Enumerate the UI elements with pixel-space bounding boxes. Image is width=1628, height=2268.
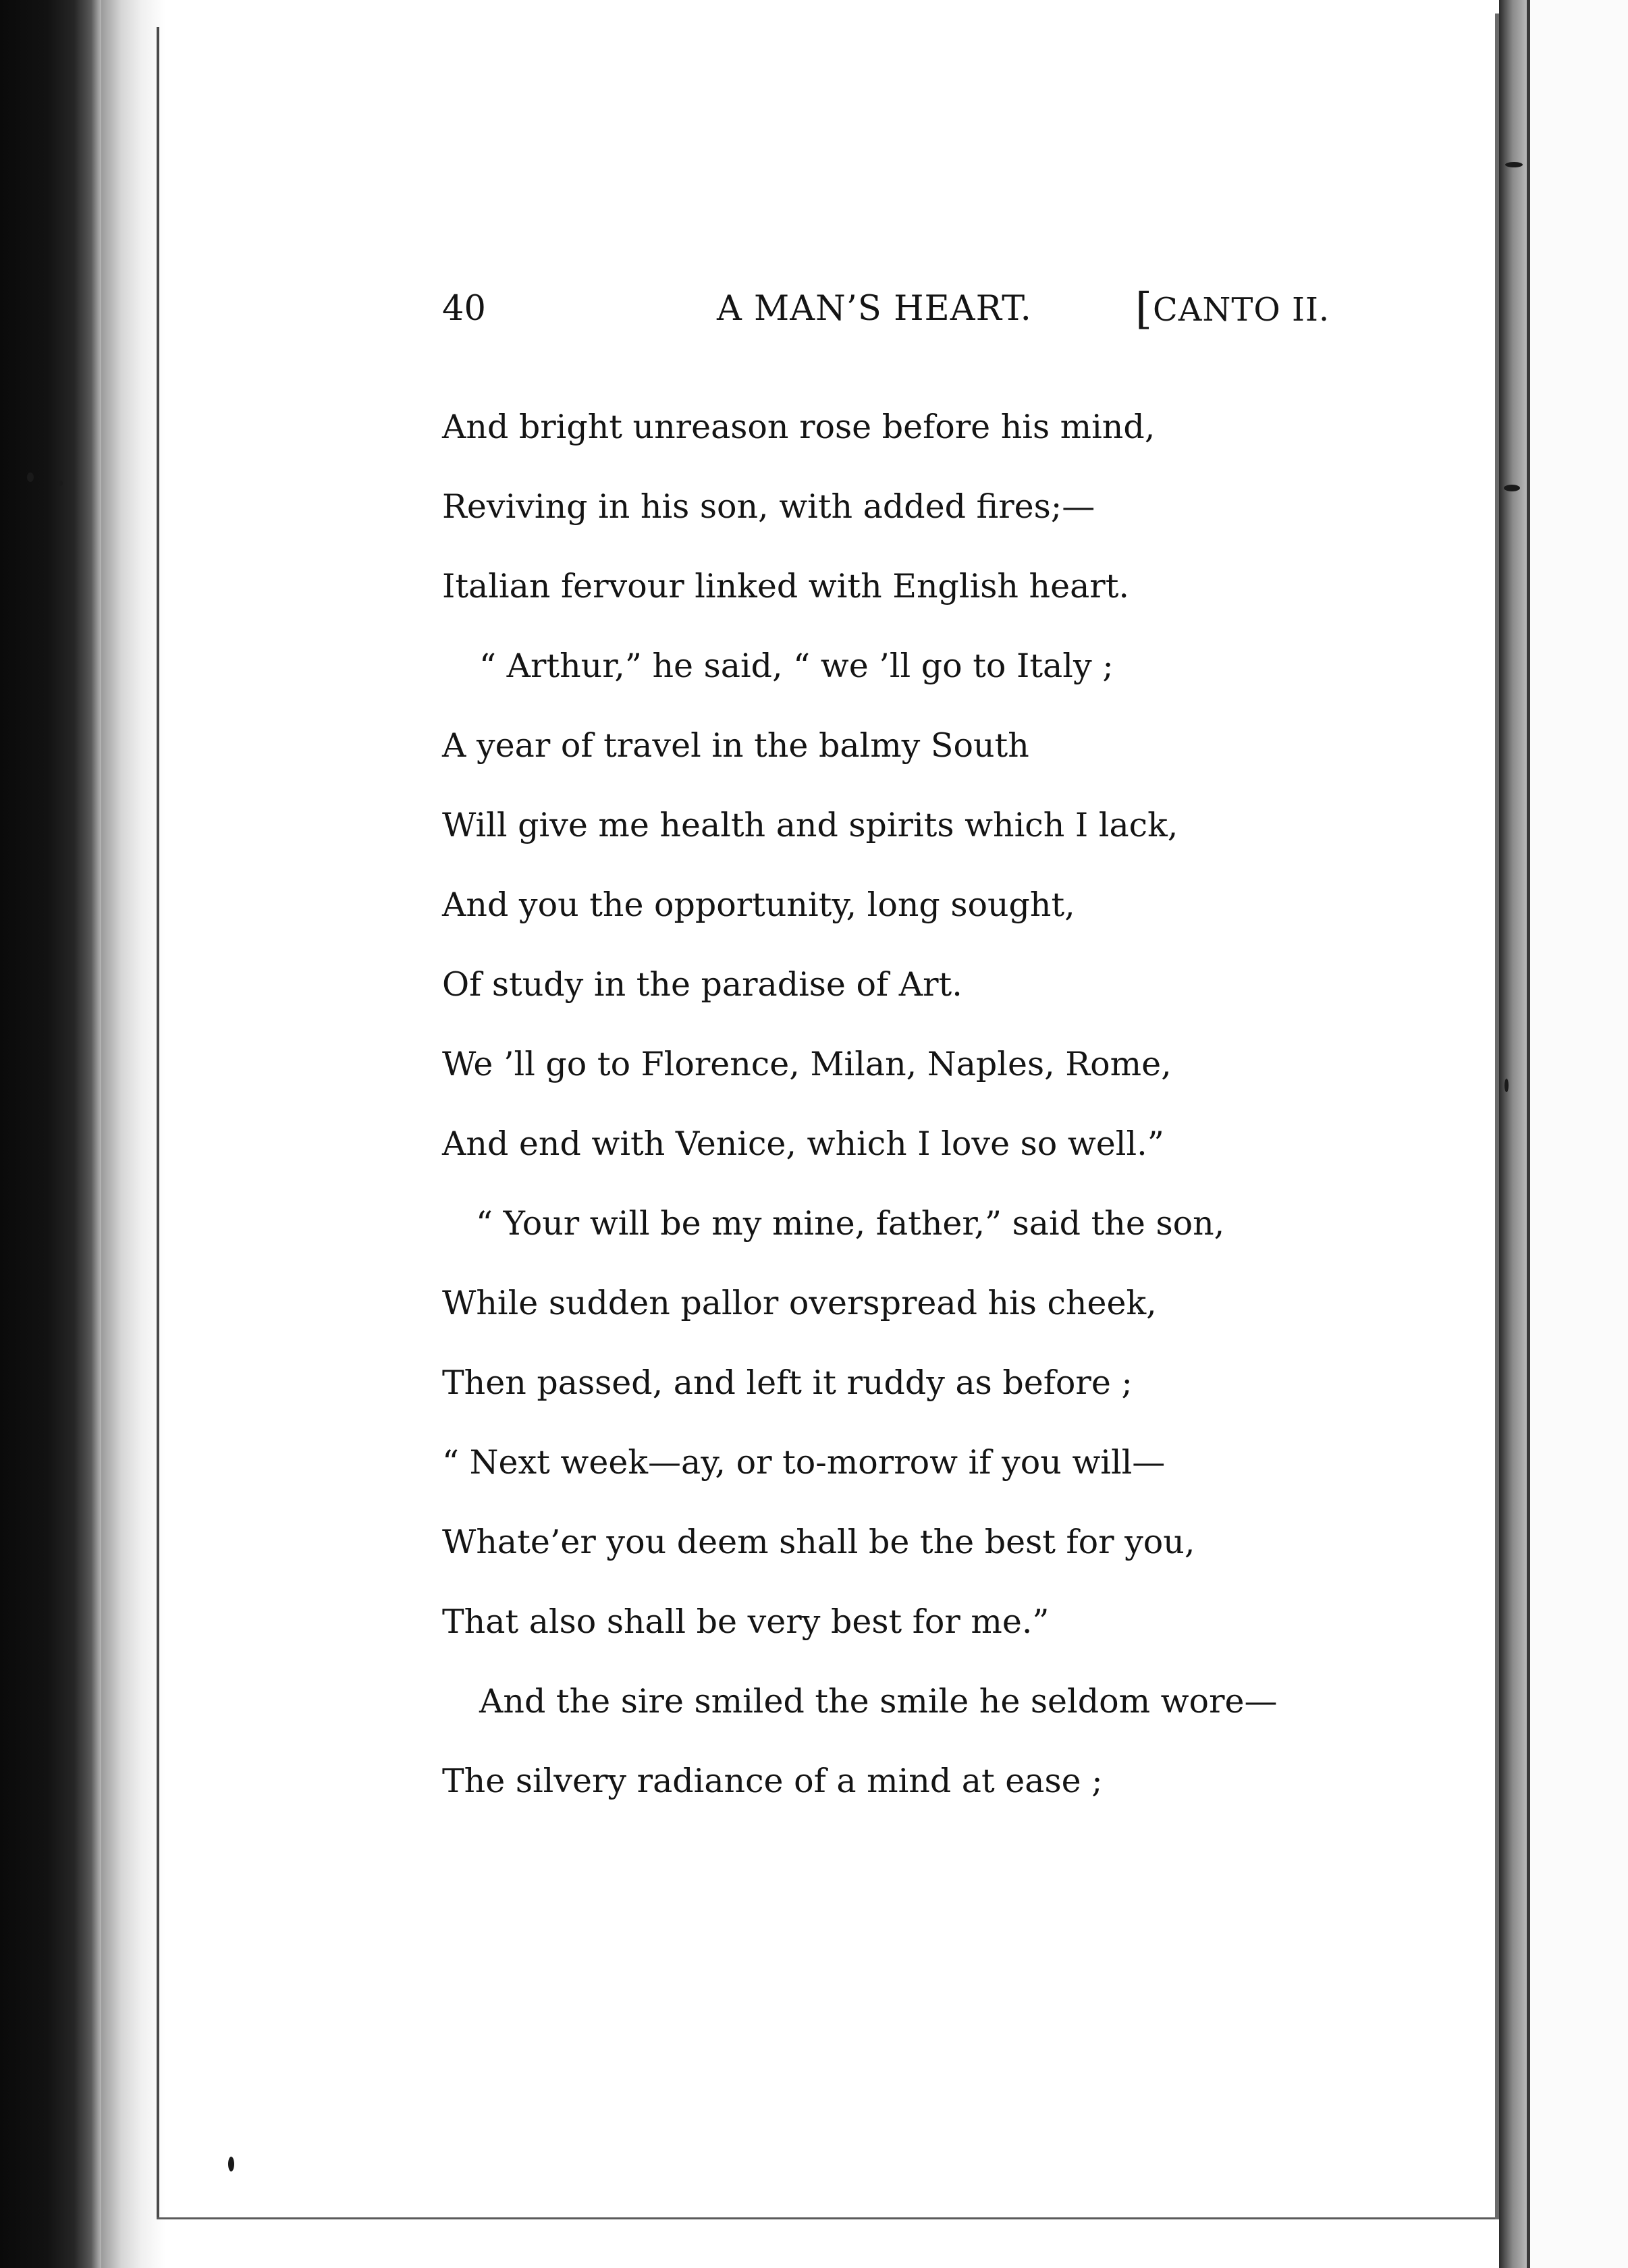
verse-line: We ’ll go to Florence, Milan, Naples, Rome, [442,1045,1172,1083]
verse-line: “ Next week—ay, or to-morrow if you will— [442,1443,1166,1482]
verse-line: Then passed, and left it ruddy as before ; [442,1364,1133,1402]
verse-line: Whate’er you deem shall be the best for you, [442,1523,1195,1561]
verse-line: The silvery radiance of a mind at ease ; [442,1762,1103,1800]
ink-speck [27,473,34,482]
verse-line: While sudden pallor overspread his cheek, [442,1284,1157,1322]
page-edge-bottom [157,2217,1527,2219]
verse-line: Will give me health and spirits which I lack, [442,806,1178,844]
ink-speck [57,481,63,486]
verse-line: And you the opportunity, long sought, [442,886,1075,924]
verse-line: “ Your will be my mine, father,” said the son, [476,1204,1225,1243]
verse-line: That also shall be very best for me.” [442,1602,1050,1641]
verse-line: And end with Venice, which I love so well.” [442,1125,1164,1163]
ink-speck [228,2157,234,2171]
verse-line: “ Arthur,” he said, “ we ’ll go to Italy ; [479,647,1114,685]
verse-line: A year of travel in the balmy South [442,726,1029,765]
ink-speck [1505,162,1523,167]
ink-speck [1504,485,1520,491]
verse-line: And bright unreason rose before his mind, [442,408,1156,446]
canto-text: CANTO II. [1152,291,1330,329]
canto-bracket: [ [1135,284,1153,334]
ink-speck [1504,1079,1509,1092]
neighbor-page [1530,0,1628,2268]
canto-label [1135,282,1330,336]
verse-line: Italian fervour linked with English heart. [442,567,1129,605]
book-binding [0,0,101,2268]
verse-line: Reviving in his son, with added fires;— [442,487,1095,526]
verse-line: Of study in the paradise of Art. [442,965,962,1004]
page-number: 40 [442,289,486,329]
running-title: A MAN’S HEART. [717,289,1032,329]
verse-line: And the sire smiled the smile he seldom wore— [479,1682,1278,1721]
binding-shadow [101,0,165,2268]
page-edge-left [157,27,159,2217]
